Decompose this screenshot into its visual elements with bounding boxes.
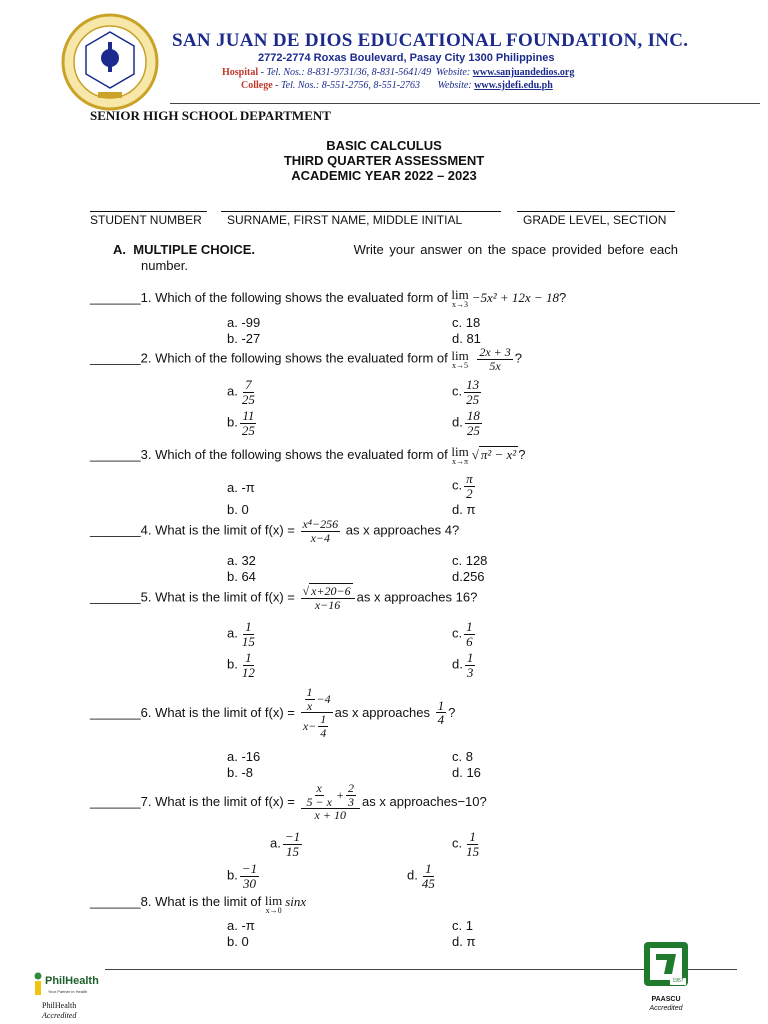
paascu-logo: 1957 bbox=[642, 940, 690, 988]
q8-option-c[interactable]: c. 1 bbox=[452, 918, 473, 933]
paascu-label: PAASCU Accredited bbox=[649, 996, 683, 1012]
org-name: SAN JUAN DE DIOS EDUCATIONAL FOUNDATION, INC. bbox=[172, 30, 689, 51]
answer-blank[interactable]: _______ bbox=[90, 705, 141, 721]
q1-option-d[interactable]: d. 81 bbox=[452, 331, 481, 346]
q2-option-d[interactable]: d. $\frac{18}{25}$ bbox=[452, 408, 480, 438]
hospital-website-link[interactable]: www.sanjuandedios.org bbox=[472, 67, 575, 78]
answer-blank[interactable]: _______ bbox=[90, 522, 141, 538]
q7-option-a[interactable]: a. $\frac{-1}{15}$ bbox=[270, 829, 301, 859]
q5-option-a[interactable]: a. $\frac{1}{15}$ bbox=[227, 619, 255, 649]
org-address: 2772-2774 Roxas Boulevard, Pasay City 1300 Philippines bbox=[258, 52, 555, 64]
q6-option-b[interactable]: b. -8 bbox=[227, 765, 254, 780]
q5-option-b[interactable]: b. $\frac{1}{12}$ bbox=[227, 650, 255, 680]
name-line[interactable] bbox=[221, 211, 501, 212]
question-2: _______2. Which of the following shows the evaluated form of lim x→5 $\frac{2x + 3}{5x}$ ? bbox=[90, 345, 522, 373]
q4-option-c[interactable]: c. 128 bbox=[452, 553, 488, 568]
header-divider bbox=[170, 103, 760, 104]
question-4: _______4. What is the limit of f(x) = $\frac{\text{x⁴−256}}{x-4}$ as x approaches 4? bbox=[90, 517, 460, 545]
q7-option-d[interactable]: d. $\frac{1}{45}$ bbox=[407, 861, 435, 891]
q4-option-b[interactable]: b. 64 bbox=[227, 569, 256, 584]
q1-option-c[interactable]: c. 18 bbox=[452, 315, 481, 330]
year-title: ACADEMIC YEAR 2022 – 2023 bbox=[291, 168, 477, 183]
q8-option-d[interactable]: d. π bbox=[452, 934, 476, 949]
q6-option-a[interactable]: a. -16 bbox=[227, 749, 261, 764]
question-1: _______1. Which of the following shows the evaluated form of lim x→3 −5x² + 12x − 18? bbox=[90, 287, 567, 309]
q2-option-a[interactable]: a. $\frac{7}{25}$ bbox=[227, 377, 255, 407]
q1-option-a[interactable]: a. -99 bbox=[227, 315, 261, 330]
answer-blank[interactable]: _______ bbox=[90, 794, 141, 810]
grade-line[interactable] bbox=[517, 211, 675, 212]
q3-option-d[interactable]: d. π bbox=[452, 502, 476, 517]
question-6: _______ 6. What is the limit of f(x) = $\frac{1}{x}$ −4 x− $\frac{1}{4}$ as x approaches $\frac{1}{4}$ ? bbox=[90, 685, 456, 740]
answer-blank[interactable]: _______ bbox=[90, 350, 141, 366]
name-label: SURNAME, FIRST NAME, MIDDLE INITIAL bbox=[227, 213, 463, 227]
college-line: College - Tel. Nos.: 8-551-2756, 8-551-2763 Website: www.sjdefi.edu.ph bbox=[241, 80, 553, 91]
question-3: _______3. Which of the following shows the evaluated form of lim x→π √ π² − x² ? bbox=[90, 444, 526, 466]
question-8: _______8. What is the limit of lim x→0 sinx bbox=[90, 893, 307, 915]
q3-option-c[interactable]: c. $\frac{\pi}{2}$ bbox=[452, 471, 473, 501]
department: SENIOR HIGH SCHOOL DEPARTMENT bbox=[90, 108, 331, 123]
q3-option-b[interactable]: b. 0 bbox=[227, 502, 249, 517]
college-website-link[interactable]: www.sjdefi.edu.ph bbox=[474, 80, 553, 91]
grade-label: GRADE LEVEL, SECTION bbox=[523, 213, 667, 227]
q8-option-b[interactable]: b. 0 bbox=[227, 934, 249, 949]
section-instructions: A. MULTIPLE CHOICE. Write your answer on the space provided before each number. bbox=[113, 242, 678, 273]
q8-option-a[interactable]: a. -π bbox=[227, 918, 255, 933]
answer-blank[interactable]: _______ bbox=[90, 289, 141, 305]
exam-title bbox=[0, 138, 768, 183]
question-7: _______ 7. What is the limit of f(x) = $\frac{x}{5 - x}$ + $\frac{2}{3}$ x + 10 as x approaches−10? bbox=[90, 781, 487, 823]
assessment-title: THIRD QUARTER ASSESSMENT bbox=[283, 153, 485, 168]
student-number-label: STUDENT NUMBER bbox=[90, 213, 202, 227]
q5-option-c[interactable]: c. $\frac{1}{6}$ bbox=[452, 619, 473, 649]
answer-blank[interactable]: _______ bbox=[90, 894, 141, 909]
answer-blank[interactable]: _______ bbox=[90, 589, 141, 605]
subject-title: BASIC CALCULUS bbox=[326, 138, 442, 153]
q7-option-c[interactable]: c. $\frac{1}{15}$ bbox=[452, 829, 480, 859]
philhealth-emblem-icon bbox=[32, 972, 44, 996]
answer-blank[interactable]: _______ bbox=[90, 446, 141, 462]
hospital-line: Hospital - Tel. Nos.: 8-831-9731/36, 8-831-5641/49 Website: www.sanjuandedios.org bbox=[222, 67, 575, 78]
q7-option-b[interactable]: b. $\frac{-1}{30}$ bbox=[227, 861, 258, 891]
q5-option-d[interactable]: d. $\frac{1}{3}$ bbox=[452, 650, 474, 680]
q2-option-c[interactable]: c. $\frac{13}{25}$ bbox=[452, 377, 480, 407]
q6-option-c[interactable]: c. 8 bbox=[452, 749, 473, 764]
q4-option-d[interactable]: d.256 bbox=[452, 569, 485, 584]
q4-option-a[interactable]: a. 32 bbox=[227, 553, 256, 568]
student-number-line[interactable] bbox=[90, 211, 207, 212]
school-seal bbox=[60, 12, 160, 112]
philhealth-label: PhilHealth Accredited bbox=[42, 1001, 77, 1020]
q6-option-d[interactable]: d. 16 bbox=[452, 765, 481, 780]
q1-option-b[interactable]: b. -27 bbox=[227, 331, 261, 346]
question-5: _______5. What is the limit of f(x) = $\frac{√ x+20-6}{x-16}$ as x approaches 16? bbox=[90, 584, 478, 612]
philhealth-logo: PhilHealth Your Partner in Health bbox=[32, 972, 112, 998]
q2-option-b[interactable]: b. $\frac{11}{25}$ bbox=[227, 408, 255, 438]
q3-option-a[interactable]: a. -π bbox=[227, 480, 255, 495]
section-heading: MULTIPLE CHOICE. bbox=[133, 242, 256, 257]
